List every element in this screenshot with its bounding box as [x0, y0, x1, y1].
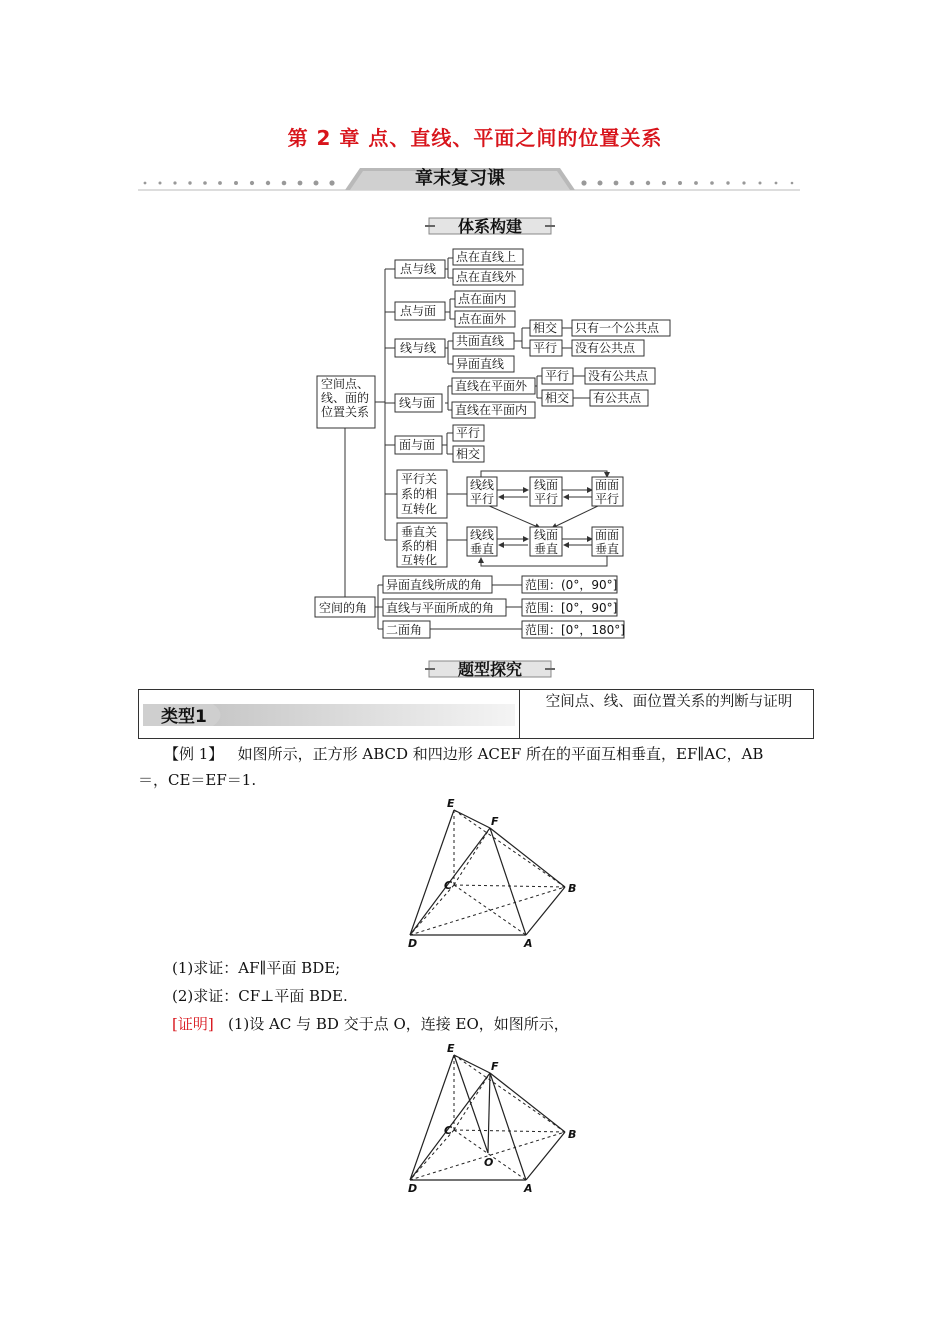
mm-branch-label: 点与线 — [400, 262, 437, 276]
mm-leaf: 平行 — [533, 341, 558, 355]
mm-angle-label: 二面角 — [386, 623, 423, 637]
mm-par-node-c: 面面 — [595, 478, 620, 492]
mm-leaf: 相交 — [456, 447, 481, 461]
mm-leaf: 点在面内 — [458, 292, 507, 306]
mm-leaf: 点在直线上 — [456, 250, 517, 264]
mm-leaf: 没有公共点 — [588, 369, 649, 383]
mm-perp-node-c: 面面 — [595, 528, 620, 542]
example-text-line1: 如图所示，正方形 ABCD 和四边形 ACEF 所在的平面互相垂直，EF∥AC，AB — [237, 745, 764, 763]
mm-branch-label: 线与面 — [399, 396, 436, 410]
mm-leaf: 直线在平面外 — [455, 379, 528, 393]
mm-angle-label: 异面直线所成的角 — [386, 578, 483, 592]
mm-angle-range: 范围：(0°，90°] — [525, 578, 618, 592]
mm-par-node-b2: 平行 — [534, 492, 559, 506]
fig1-label-a: A — [524, 937, 533, 950]
mm-root-line1: 空间点、 — [321, 377, 370, 391]
fig2-label-d: D — [408, 1182, 418, 1195]
mm-perp-line2: 系的相 — [401, 539, 438, 553]
fig2-label-b: B — [568, 1128, 577, 1141]
fig2-label-o: O — [484, 1156, 494, 1169]
proof-tag: [证明] — [172, 1015, 214, 1033]
fig2-label-e: E — [447, 1042, 455, 1055]
mm-root-line3: 位置关系 — [321, 405, 370, 419]
fig1-label-b: B — [568, 882, 577, 895]
proof-line — [172, 1012, 569, 1036]
section-types-label: 题型探究 — [457, 660, 522, 679]
mm-branch-label: 线与线 — [400, 341, 437, 355]
example-label: 【例 1】 — [164, 745, 224, 763]
mm-leaf: 点在直线外 — [456, 270, 517, 284]
review-banner-text: 章末复习课 — [415, 168, 505, 189]
mm-par-node-c2: 平行 — [595, 492, 620, 506]
question-1: (1)求证：AF∥平面 BDE; — [172, 959, 341, 977]
mm-leaf: 点在面外 — [458, 312, 507, 326]
mm-leaf: 直线在平面内 — [455, 403, 528, 417]
fig1-label-c: C — [444, 879, 453, 892]
mm-root-line2: 线、面的 — [321, 391, 370, 405]
mm-par-node-a2: 平行 — [470, 492, 495, 506]
mm-par-node-a: 线线 — [470, 478, 495, 492]
mm-leaf: 异面直线 — [456, 357, 505, 371]
mm-leaf: 只有一个公共点 — [575, 321, 660, 335]
mm-par-node-b: 线面 — [534, 478, 559, 492]
figure-1 — [400, 795, 590, 950]
question-2: (2)求证：CF⊥平面 BDE. — [172, 987, 348, 1005]
proof-text: (1)设 AC 与 BD 交于点 O，连接 EO，如图所示， — [228, 1015, 569, 1033]
mm-angle-root: 空间的角 — [319, 601, 368, 615]
type-tag: 类型1 — [161, 707, 207, 727]
mm-angle-range: 范围：[0°，180°] — [525, 623, 625, 637]
section-system-label: 体系构建 — [457, 217, 522, 236]
type-box — [138, 689, 814, 739]
type-box-divider — [519, 690, 520, 738]
figure-2 — [400, 1040, 590, 1200]
chapter-title: 第 2 章 点、直线、平面之间的位置关系 — [287, 126, 663, 150]
fig2-label-f: F — [491, 1060, 499, 1073]
mm-leaf: 没有公共点 — [575, 341, 636, 355]
fig2-label-a: A — [524, 1182, 533, 1195]
fig1-label-f: F — [491, 815, 499, 828]
mm-leaf: 平行 — [545, 369, 570, 383]
fig2-label-c: C — [444, 1124, 453, 1137]
mm-par-line3: 互转化 — [401, 502, 438, 516]
mm-leaf: 有公共点 — [593, 391, 642, 405]
mm-perp-line1: 垂直关 — [401, 525, 438, 539]
mm-perp-node-b2: 垂直 — [534, 542, 559, 556]
mm-perp-node-c2: 垂直 — [595, 542, 620, 556]
mm-perp-node-a2: 垂直 — [470, 542, 495, 556]
mm-perp-node-a: 线线 — [470, 528, 495, 542]
fig1-label-e: E — [447, 797, 455, 810]
mindmap — [300, 242, 680, 644]
mm-angle-range: 范围：[0°，90°] — [525, 601, 618, 615]
example-line1 — [164, 742, 824, 766]
fig1-label-d: D — [408, 937, 418, 950]
mm-perp-node-b: 线面 — [534, 528, 559, 542]
type-title: 空间点、线、面位置关系的判断与证明 — [545, 694, 793, 710]
mm-leaf: 相交 — [545, 391, 570, 405]
mm-angle-label: 直线与平面所成的角 — [386, 601, 495, 615]
mm-branch-label: 点与面 — [400, 304, 437, 318]
mm-branch-label: 面与面 — [399, 438, 436, 452]
mm-leaf: 相交 — [533, 321, 558, 335]
mm-leaf: 共面直线 — [456, 334, 505, 348]
mm-leaf: 平行 — [456, 426, 481, 440]
mm-perp-line3: 互转化 — [401, 553, 438, 567]
mm-par-line1: 平行关 — [401, 472, 438, 486]
example-line2: ＝，CE＝EF＝1. — [138, 771, 257, 789]
mm-par-line2: 系的相 — [401, 487, 438, 501]
